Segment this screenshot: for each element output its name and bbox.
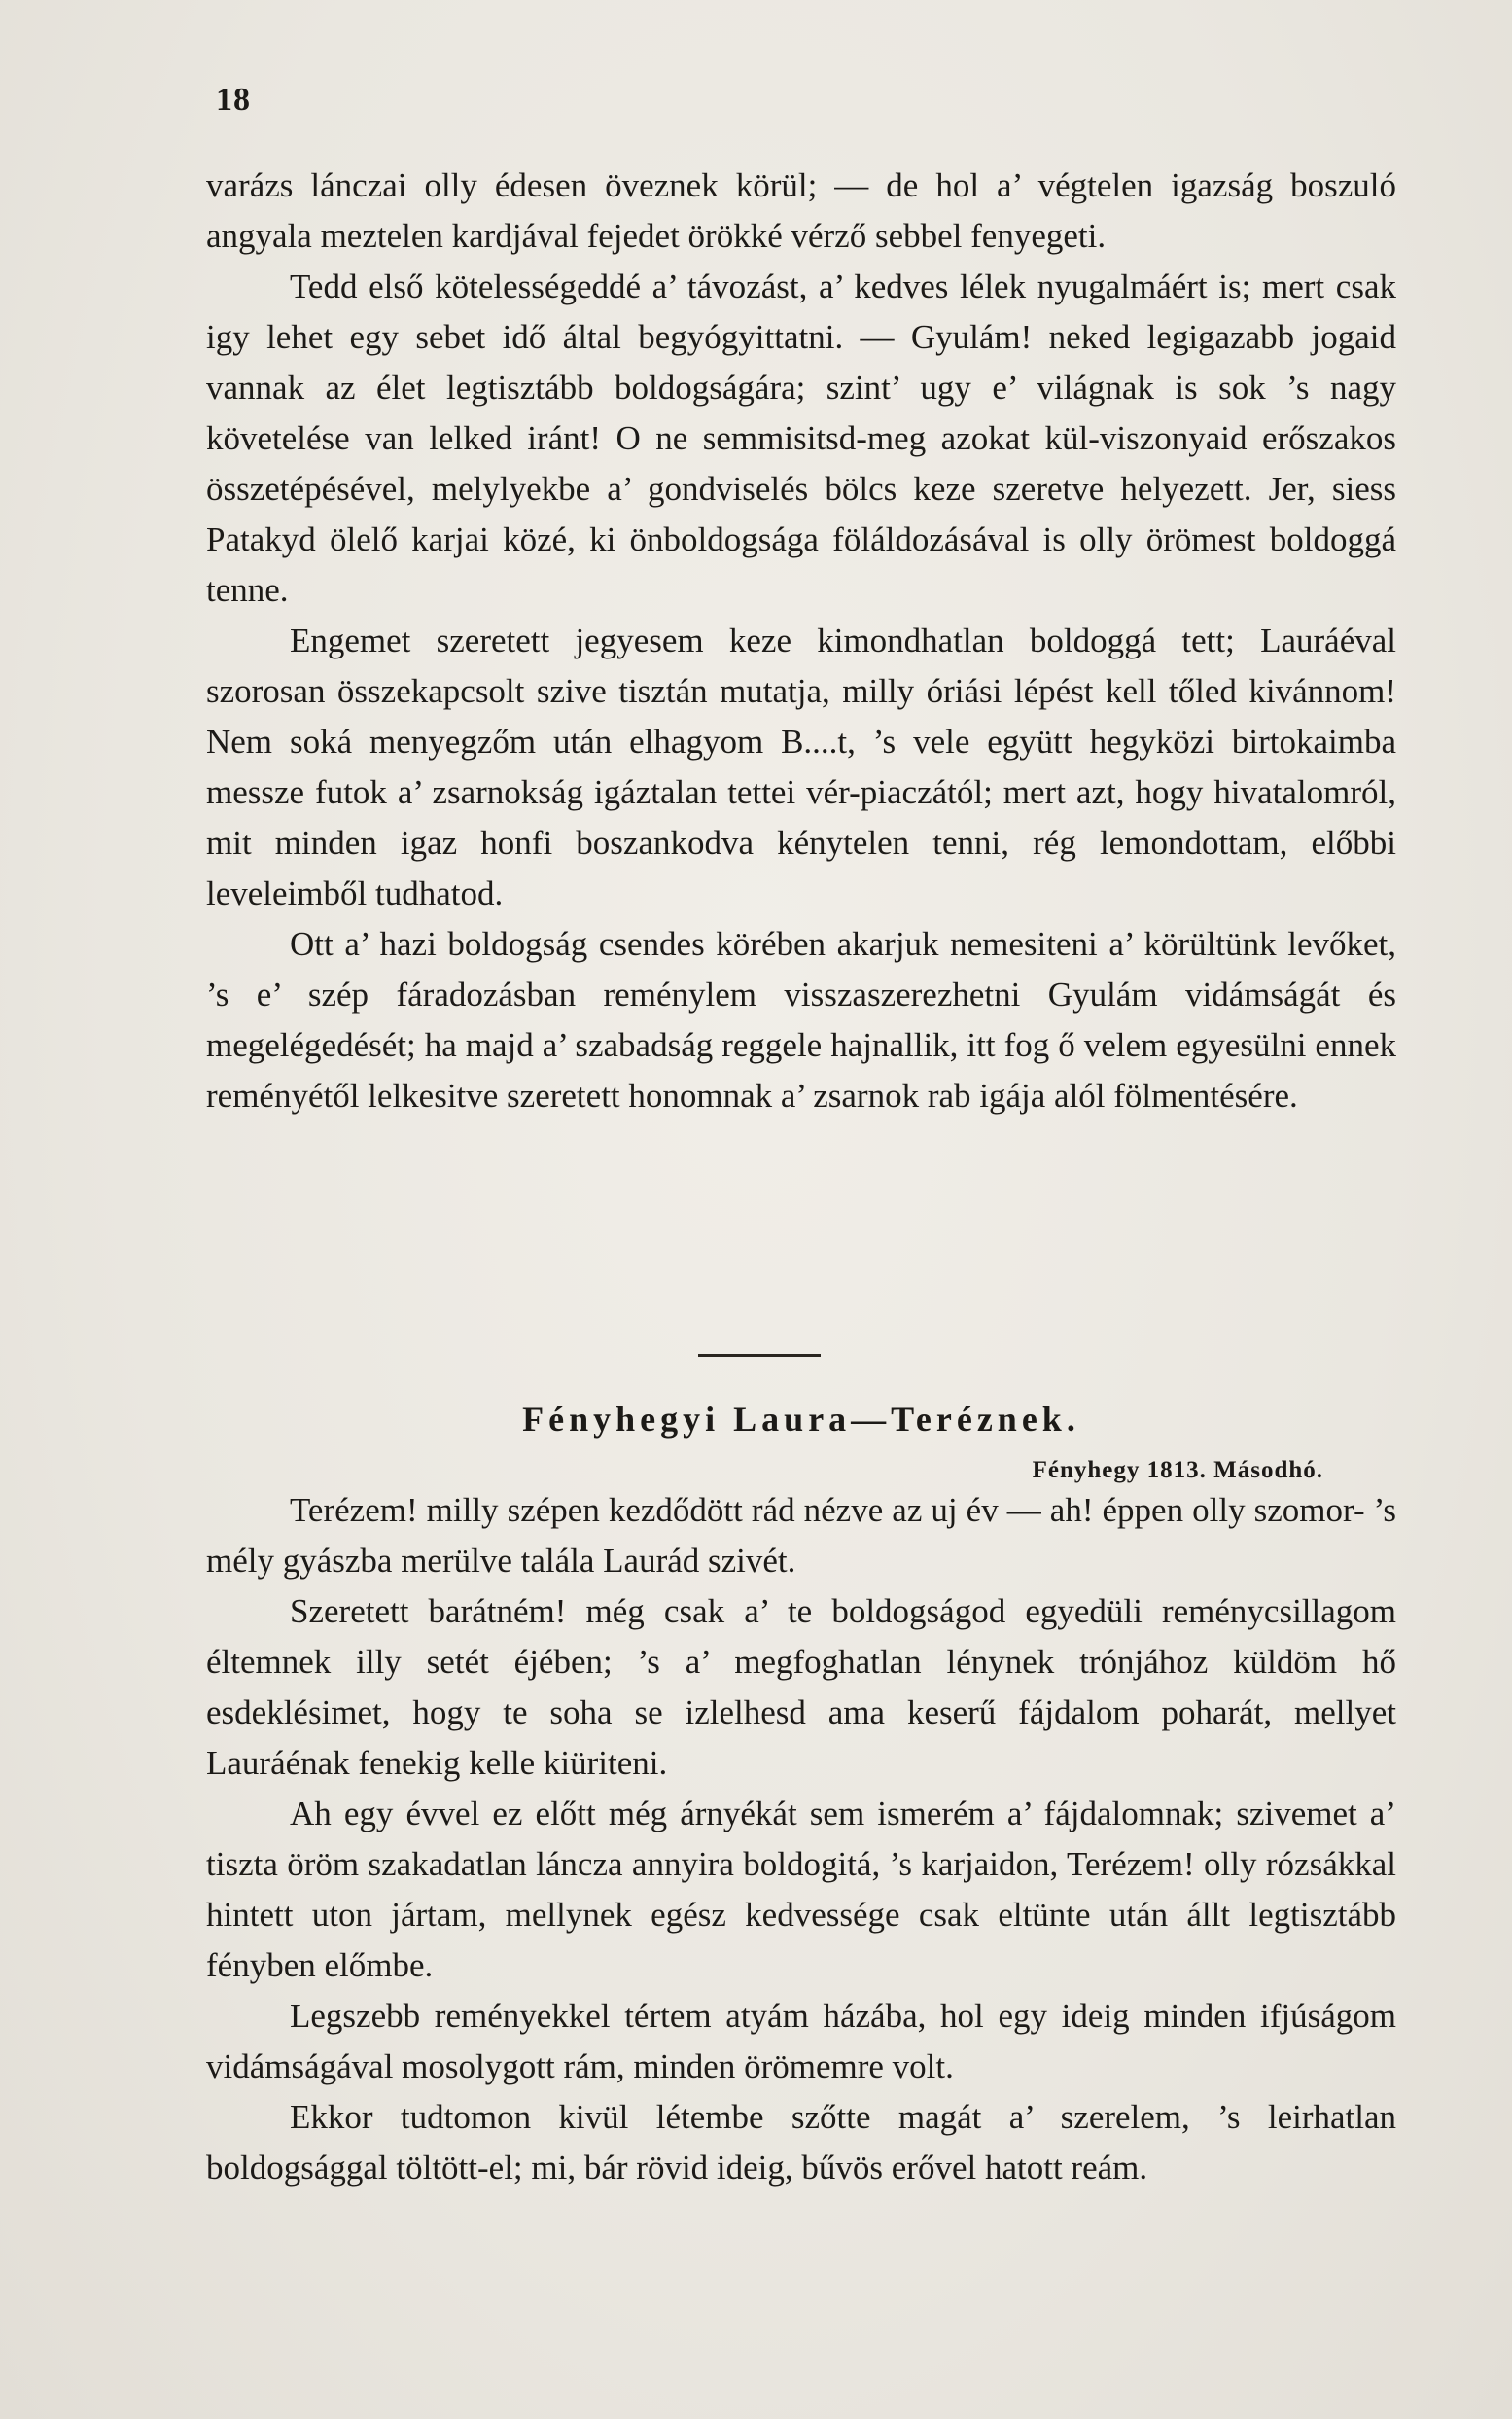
- paragraph: varázs lánczai olly édesen öveznek körül; — de hol a’ végtelen igazság boszuló angyala meztelen kardjával fejedet örökké vérző sebbel fenyegeti.: [206, 166, 1396, 255]
- paragraph: Tedd első kötelességeddé a’ távozást, a’ kedves lélek nyugalmáért is; mert csak igy lehet egy sebet idő által begyógyittatni. — Gyulám! neked legigazabb jogaid vannak az élet legtisztább boldogságára; szint’ ugy e’ világnak is sok ’s nagy követelése van lelked iránt! O ne semmisitsd-meg azokat kül-viszonyaid erőszakos összetépésével, melylyekbe a’ gondviselés bölcs keze szeretve helyezett. Jer, siess Patakyd ölelő karjai közé, ki önboldogsága föláldozásával is olly örömest boldoggá tenne.: [206, 267, 1396, 609]
- letter-heading: Fényhegyi Laura—Teréznek.: [522, 1400, 1080, 1439]
- paragraph: Szeretett barátném! még csak a’ te boldogságod egyedüli reménycsillagom éltemnek illy setét éjében; ’s a’ megfoghatlan lénynek trónjához küldöm hő esdeklésimet, hogy te soha se izlelhesd ama keserű fájdalom poharát, mellyet Lauráénak fenekig kelle kiüriteni.: [206, 1592, 1396, 1782]
- paragraph: Ah egy évvel ez előtt még árnyékát sem ismerém a’ fájdalomnak; szivemet a’ tiszta öröm szakadatlan láncza annyira boldogitá, ’s karjaidon, Terézem! olly rózsákkal hintett uton jártam, mellynek egész kedvessége csak eltünte után állt legtisztább fényben előmbe.: [206, 1795, 1396, 1984]
- paragraph: Terézem! milly szépen kezdődött rád nézve az uj év — ah! éppen olly szomor- ’s mély gyászba merülve talála Laurád szivét.: [206, 1491, 1396, 1580]
- paragraph: Legszebb reményekkel tértem atyám házába, hol egy ideig minden ifjúságom vidámságával mosolygott rám, minden örömemre volt.: [206, 1997, 1396, 2085]
- letter-continuation: [206, 160, 1396, 1121]
- paragraph: Ott a’ hazi boldogság csendes körében akarjuk nemesiteni a’ körültünk levőket, ’s e’ szép fáradozásban reménylem visszaszerezhetni Gyulám vidámságát és megelégedését; ha majd a’ szabadság reggele hajnallik, itt fog ő velem egyesülni ennek reményétől lelkesitve szeretett honomnak a’ zsarnok rab igája alól fölmentésére.: [206, 925, 1396, 1115]
- letter-dateline: Fényhegy 1813. Másodhó.: [1032, 1457, 1323, 1483]
- paragraph: Engemet szeretett jegyesem keze kimondhatlan boldoggá tett; Lauráéval szorosan összekapcsolt szive tisztán mutatja, milly óriási lépést kell tőled kivánnom! Nem soká menyegzőm után elhagyom B....t, ’s vele együtt hegyközi birtokaimba messze futok a’ zsarnokság igáztalan tettei vér-piaczától; mert azt, hogy hivatalomról, mit minden igaz honfi boszankodva kénytelen tenni, rég lemondottam, előbbi leveleimből tudhatod.: [206, 622, 1396, 912]
- page-number: 18: [216, 82, 251, 118]
- section-divider: [698, 1354, 821, 1357]
- paragraph: Ekkor tudtomon kivül létembe szőtte magát a’ szerelem, ’s leirhatlan boldogsággal töltött-el; mi, bár rövid ideig, bűvös erővel hatott reám.: [206, 2098, 1396, 2187]
- letter-body: [206, 1485, 1396, 2193]
